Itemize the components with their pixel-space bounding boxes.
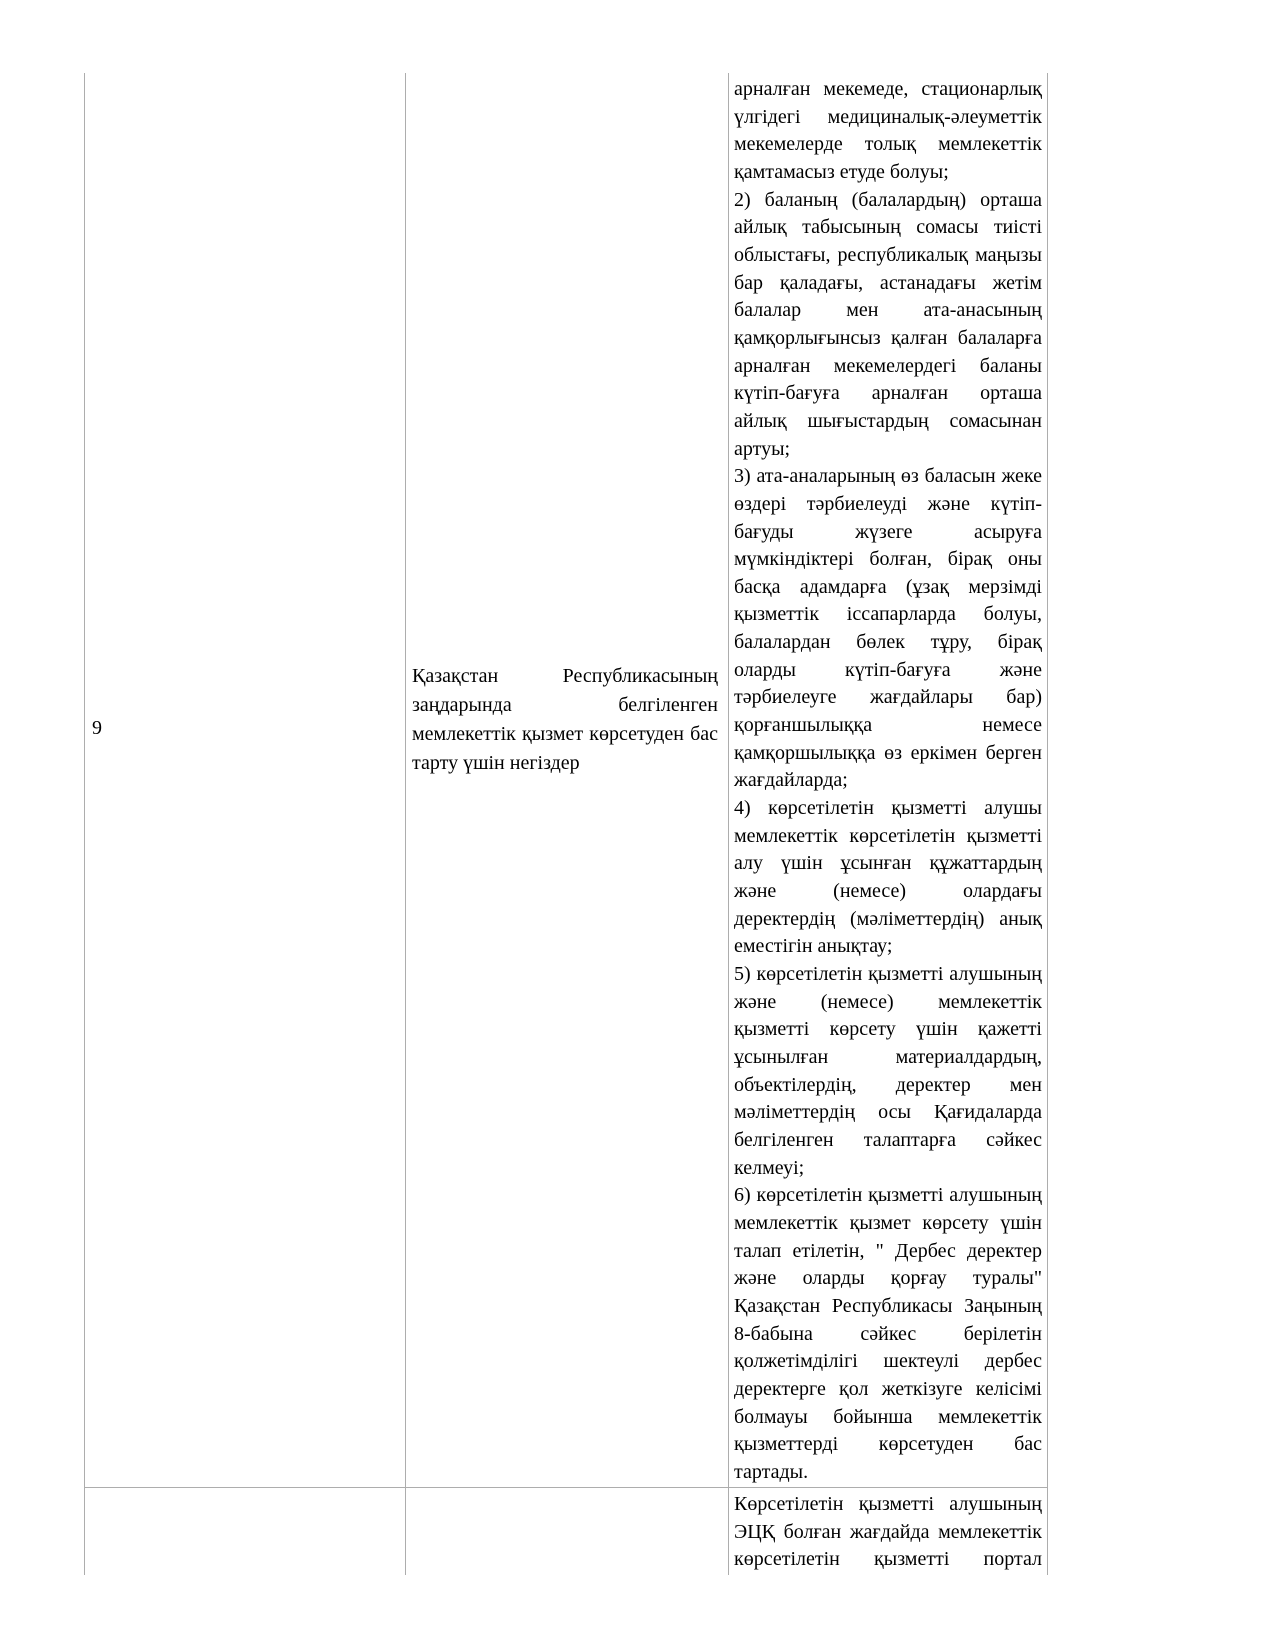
criterion-cell xyxy=(405,73,728,1487)
content-cell xyxy=(728,1488,1048,1575)
table-row xyxy=(84,73,1048,1488)
criterion-cell xyxy=(405,1488,728,1575)
content-paragraph: 5) көрсетілетін қызметті алушының және (немесе) мемлекеттік қызметті көрсету үшін қажетті ұсынылған материалдардың, объектілердің, деректер мен мәліметтердің осы Қағидаларда белгіленген талаптарға сәйкес келмеуі; xyxy=(734,963,1042,1179)
content-text xyxy=(729,1488,1047,1574)
criterion-text: Қазақстан Республикасының заңдарында белгіленген мемлекеттік қызмет көрсетуден бас тарту үшін негіздер xyxy=(412,665,718,774)
data-table xyxy=(84,73,1048,1575)
content-cell xyxy=(728,73,1048,1487)
content-paragraph: 4) көрсетілетін қызметті алушы мемлекеттік көрсетілетін қызметті алу үшін ұсынған құжаттардың және (немесе) олардағы деректердің (мәліметтердің) анық еместігін анықтау; xyxy=(734,797,1042,958)
row-number-cell xyxy=(84,1488,405,1575)
row-number-cell xyxy=(84,73,405,1487)
content-paragraph: Көрсетілетін қызметті алушының ЭЦҚ болған жағдайда мемлекеттік көрсетілетін қызметті портал xyxy=(734,1493,1042,1571)
content-paragraph: 2) баланың (балалардың) орташа айлық табысының сомасы тиісті облыстағы, республикалық маңызы бар қаладағы, астанадағы жетім балалар мен ата-анасының қамқорлығынсыз қалған балаларға арналған мекемелердегі баланы күтіп-бағуға арналған орташа айлық шығыстардың сомасынан артуы; xyxy=(734,188,1042,460)
row-number: 9 xyxy=(92,717,102,739)
content-paragraph: 6) көрсетілетін қызметті алушының мемлекеттік қызмет көрсету үшін талап етілетін, " Дербес деректер және оларды қорғау туралы" Қазақстан Республикасы Заңының 8-бабына сәйкес берілетін қолжетімділігі шектеулі дербес деректерге қол жеткізуге келісімі болмауы бойынша мемлекеттік қызметтерді көрсетуден бас тартады. xyxy=(734,1184,1042,1483)
content-paragraph: арналған мекемеде, стационарлық үлгідегі медициналық-әлеуметтік мекемелерде толық мемлекеттік қамтамасыз етуде болуы; xyxy=(734,78,1042,183)
table-row xyxy=(84,1488,1048,1575)
content-text xyxy=(729,73,1047,1486)
content-paragraph: 3) ата-аналарының өз баласын жеке өздері тәрбиелеуді және күтіп-бағуды жүзеге асыруға мүмкіндіктері болған, бірақ оны басқа адамдарға (ұзақ мерзімді қызметтік іссапарларда болуы, балалардан бөлек тұру, бірақ оларды күтіп-бағуға және тәрбиелеуге жағдайлары бар) қорғаншылыққа немесе қамқоршылыққа өз еркімен берген жағдайларда; xyxy=(734,465,1042,792)
